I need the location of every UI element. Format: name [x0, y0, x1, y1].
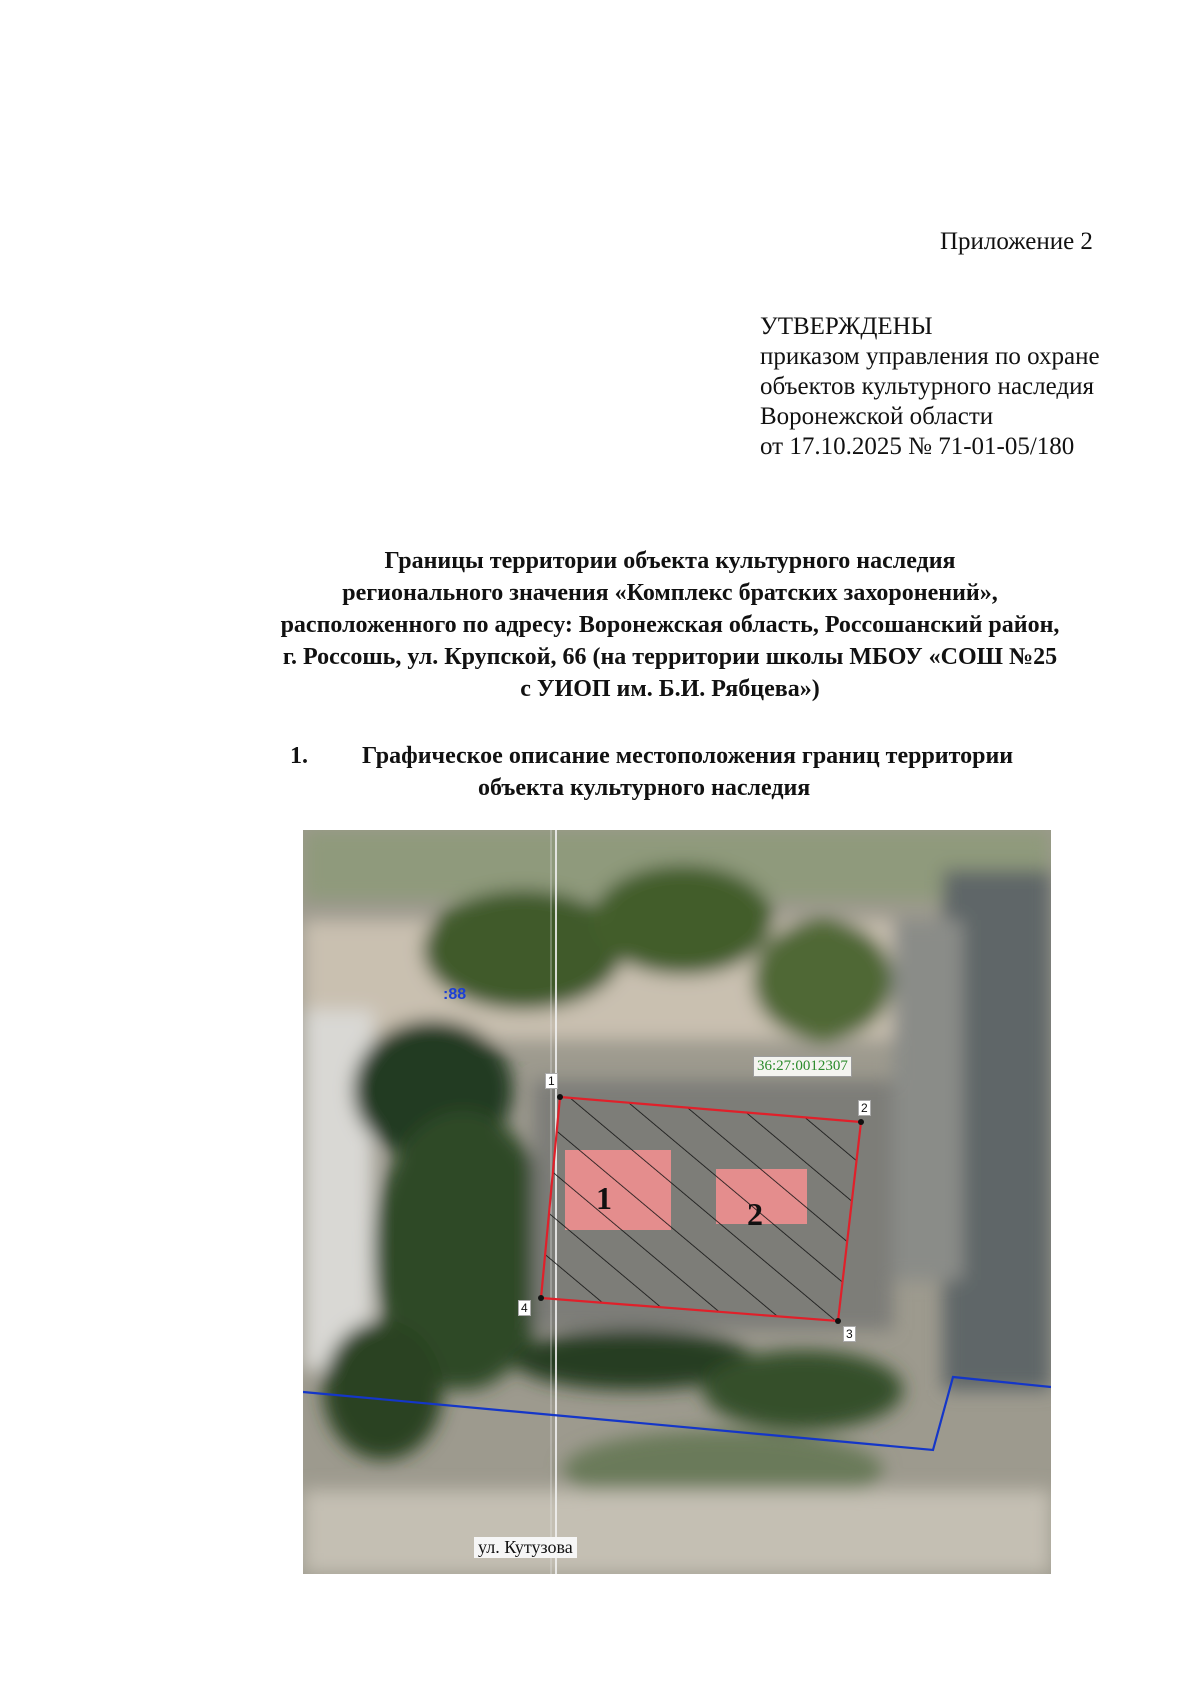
zone-number: 2 [747, 1196, 763, 1232]
vertex-label: 2 [858, 1100, 871, 1116]
vertex-label: 1 [545, 1073, 558, 1089]
zone-number: 1 [596, 1180, 612, 1216]
vertex-label: 3 [843, 1326, 856, 1342]
title-line: с УИОП им. Б.И. Рябцева») [520, 676, 820, 702]
section-title-line: Графическое описание местоположения границ территории [362, 743, 1014, 769]
approval-line: Воронежской области [760, 403, 994, 430]
territory-hatch [541, 1097, 861, 1321]
section-number: 1. [290, 743, 308, 769]
plot-number-label: :88 [443, 986, 467, 1003]
document-title [180, 545, 1160, 705]
approval-heading: УТВЕРЖДЕНЫ [760, 313, 933, 340]
approval-line: от 17.10.2025 № 71-01-05/180 [760, 433, 1075, 460]
title-line: г. Россошь, ул. Крупской, 66 (на территории школы МБОУ «СОШ №25 [282, 644, 1058, 670]
section-title-line: объекта культурного наследия [478, 775, 811, 801]
boundary-map [303, 830, 1051, 1574]
approval-block [760, 312, 1100, 462]
satellite-image [303, 830, 1051, 1574]
title-line: регионального значения «Комплекс братских захоронений», [342, 580, 998, 606]
vertex-label: 4 [518, 1300, 531, 1316]
street-label: ул. Кутузова [474, 1537, 577, 1558]
appendix-label: Приложение 2 [940, 228, 1093, 255]
approval-line: приказом управления по охране [760, 343, 1100, 370]
approval-line: объектов культурного наследия [760, 373, 1094, 400]
cadastral-number-label: 36:27:0012307 [753, 1056, 852, 1077]
title-line: Границы территории объекта культурного наследия [384, 548, 956, 574]
title-line: расположенного по адресу: Воронежская область, Россошанский район, [280, 612, 1060, 638]
